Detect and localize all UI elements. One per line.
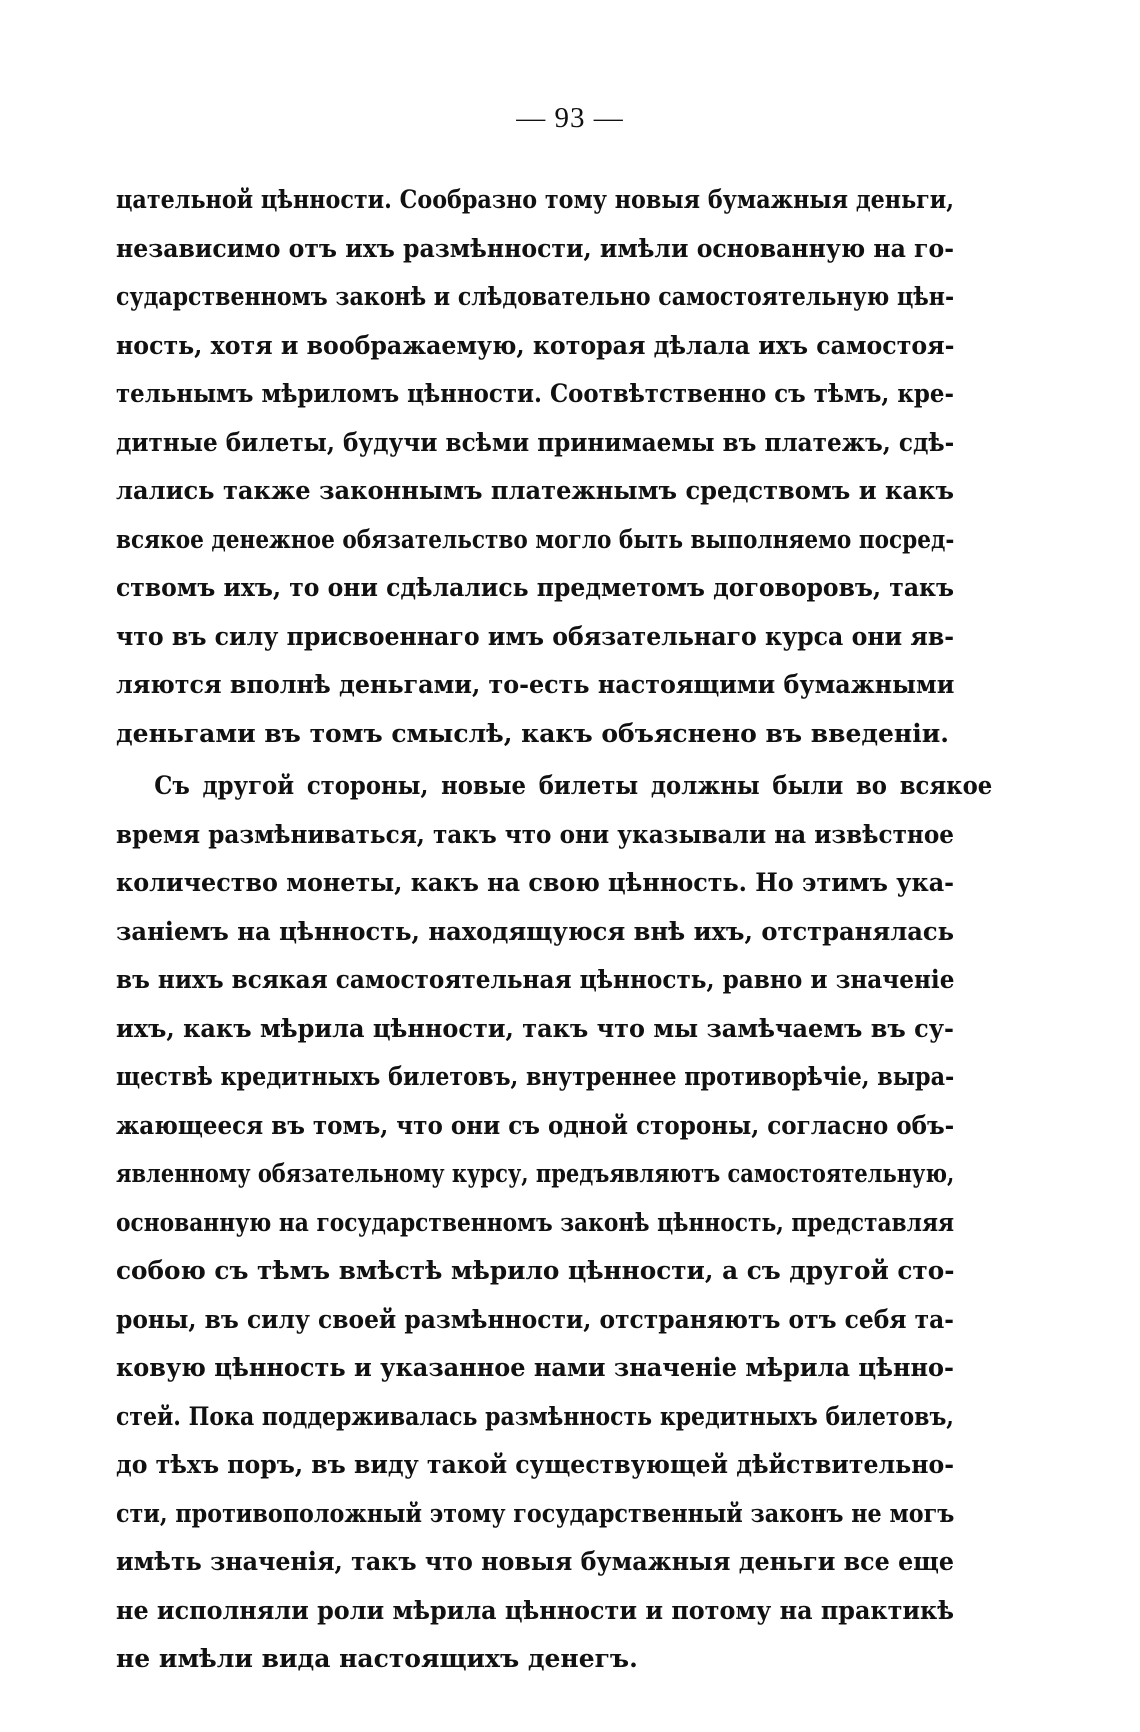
- text-line: ность, хотя и воображаемую, которая дѣлала ихъ самостоя-: [116, 330, 955, 360]
- text-line: заніемъ на цѣнность, находящуюся внѣ ихъ, отстранялась: [116, 916, 955, 946]
- text-line: не исполняли роли мѣрила цѣнности и потому на практикѣ: [116, 1595, 955, 1625]
- text-line: ствомъ ихъ, то они сдѣлались предметомъ договоровъ, такъ: [116, 573, 955, 602]
- text-line: стей. Пока поддерживалась размѣнность кредитныхъ билетовъ,: [116, 1401, 954, 1431]
- text-line: Съ другой стороны, новые билеты должны были во всякое: [154, 771, 993, 800]
- text-line: явленному обязательному курсу, предъявляютъ самостоятельную,: [116, 1159, 955, 1188]
- paragraph-1: [116, 176, 954, 758]
- text-line: лались также законнымъ платежнымъ средствомъ и какъ: [116, 476, 954, 505]
- body-text: [116, 176, 993, 1684]
- text-line: до тѣхъ поръ, въ виду такой существующей дѣйствительно-: [116, 1450, 955, 1479]
- text-line: роны, въ силу своей размѣнности, отстраняютъ отъ себя та-: [116, 1304, 954, 1334]
- paragraph-2: [116, 762, 993, 1684]
- text-line: дитные билеты, будучи всѣми принимаемы въ платежъ, сдѣ-: [116, 427, 955, 457]
- text-line: ковую цѣнность и указанное нами значеніе мѣрила цѣнно-: [116, 1353, 954, 1382]
- text-line: собою съ тѣмъ вмѣстѣ мѣрило цѣнности, а съ другой сто-: [116, 1256, 955, 1285]
- text-line: жающееся въ томъ, что они съ одной стороны, согласно объ-: [116, 1110, 955, 1140]
- text-line: деньгами въ томъ смыслѣ, какъ объяснено въ введеніи.: [116, 718, 949, 748]
- text-line: основанную на государственномъ законѣ цѣнность, представляя: [116, 1207, 955, 1237]
- text-line: въ нихъ всякая самостоятельная цѣнность, равно и значеніе: [116, 965, 955, 994]
- text-line: время размѣниваться, такъ что они указывали на извѣстное: [116, 819, 954, 849]
- text-line: тельнымъ мѣриломъ цѣнности. Соотвѣтственно съ тѣмъ, кре-: [116, 379, 954, 408]
- text-line: количество монеты, какъ на свою цѣнность. Но этимъ ука-: [116, 868, 955, 897]
- text-line: всякое денежное обязательство могло быть выполняемо посред-: [116, 524, 955, 554]
- text-line: ществѣ кредитныхъ билетовъ, внутреннее противорѣчіе, выра-: [116, 1062, 955, 1091]
- text-line: ихъ, какъ мѣрила цѣнности, такъ что мы замѣчаемъ въ су-: [116, 1013, 954, 1043]
- text-line: сударственномъ законѣ и слѣдовательно самостоятельную цѣн-: [116, 282, 955, 311]
- page-number: — 93 —: [516, 102, 624, 134]
- text-line: имѣть значенія, такъ что новыя бумажныя деньги все еще: [116, 1547, 954, 1576]
- text-line: ляются вполнѣ деньгами, то-есть настоящими бумажными: [116, 670, 955, 699]
- text-line: сти, противоположный этому государственный законъ не могъ: [116, 1498, 955, 1528]
- text-line: независимо отъ ихъ размѣнности, имѣли основанную на го-: [116, 233, 955, 263]
- text-line: что въ силу присвоеннаго имъ обязательнаго курса они яв-: [116, 621, 955, 651]
- text-line: не имѣли вида настоящихъ денегъ.: [116, 1644, 638, 1673]
- text-line: цательной цѣнности. Сообразно тому новыя бумажныя деньги,: [116, 185, 955, 214]
